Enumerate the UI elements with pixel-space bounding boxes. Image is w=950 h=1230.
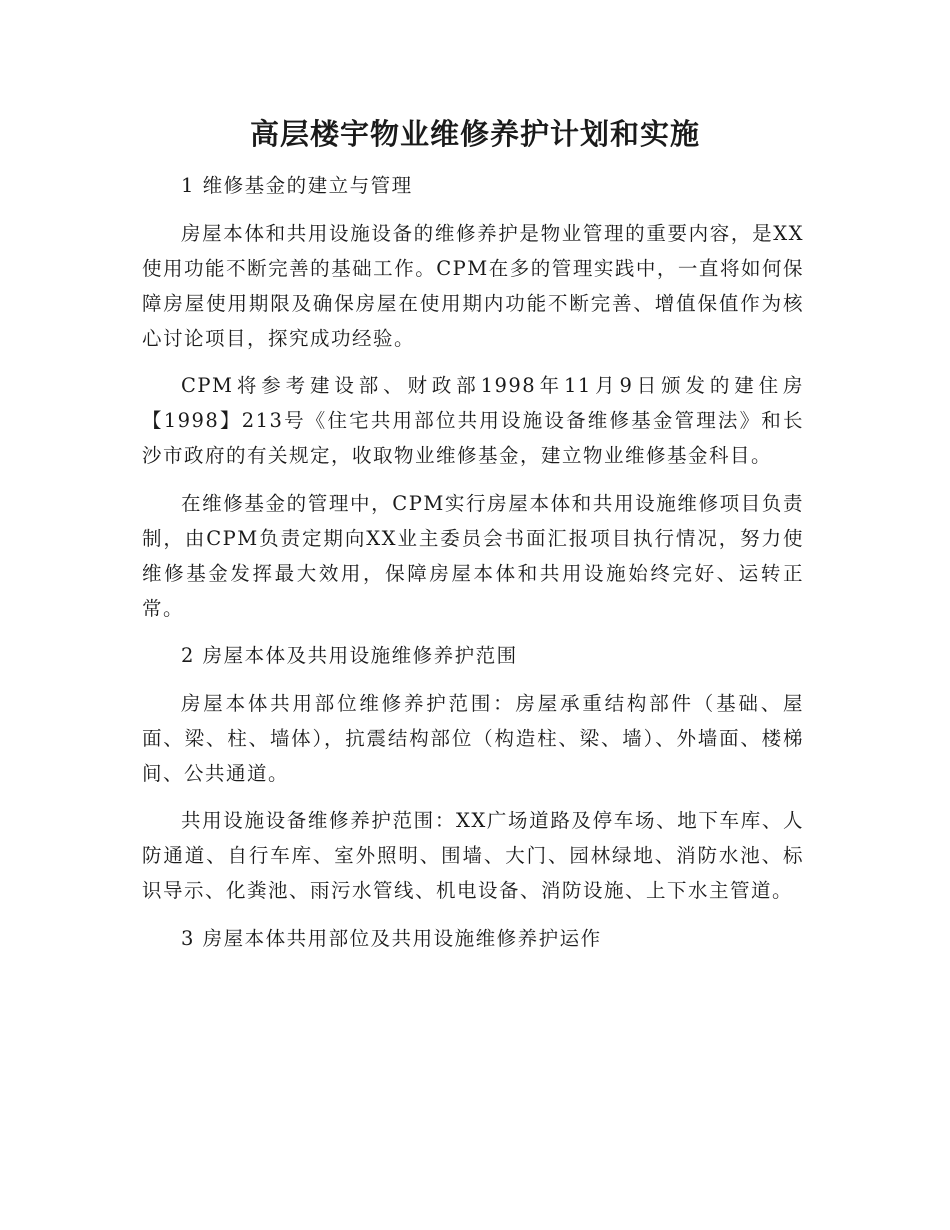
paragraph-fund-establishment: CPM将参考建设部、财政部1998年11月9日颁发的建住房【1998】213号《住宅共用部位共用设施设备维修基金管理法》和长沙市政府的有关规定，收取物业维修基金，建立物业维修基金科目。 xyxy=(142,374,804,467)
paragraph-maintenance-importance: 房屋本体和共用设施设备的维修养护是物业管理的重要内容，是XX使用功能不断完善的基础工作。CPM在多的管理实践中，一直将如何保障房屋使用期限及确保房屋在使用期内功能不断完善、增值保值作为核心讨论项目，探究成功经验。 xyxy=(142,221,804,350)
paragraph-building-scope: 房屋本体共用部位维修养护范围：房屋承重结构部件（基础、屋面、梁、柱、墙体），抗震结构部位（构造柱、梁、墙）、外墙面、楼梯间、公共通道。 xyxy=(142,691,804,785)
section-heading-2: 2 房屋本体及共用设施维修养护范围 xyxy=(181,644,518,667)
paragraph-facility-scope: 共用设施设备维修养护范围：XX广场道路及停车场、地下车库、人防通道、自行车库、室外照明、围墙、大门、园林绿地、消防水池、标识导示、化粪池、雨污水管线、机电设备、消防设施、上下水主管道。 xyxy=(142,809,804,902)
section-heading-1: 1 维修基金的建立与管理 xyxy=(181,174,413,197)
document-body xyxy=(142,168,804,956)
paragraph-fund-management: 在维修基金的管理中，CPM实行房屋本体和共用设施维修项目负责制，由CPM负责定期向XX业主委员会书面汇报项目执行情况，努力使维修基金发挥最大效用，保障房屋本体和共用设施始终完好、运转正常。 xyxy=(142,491,804,620)
section-heading-3: 3 房屋本体共用部位及共用设施维修养护运作 xyxy=(181,926,602,950)
document-title: 高层楼宇物业维修养护计划和实施 xyxy=(249,117,700,151)
